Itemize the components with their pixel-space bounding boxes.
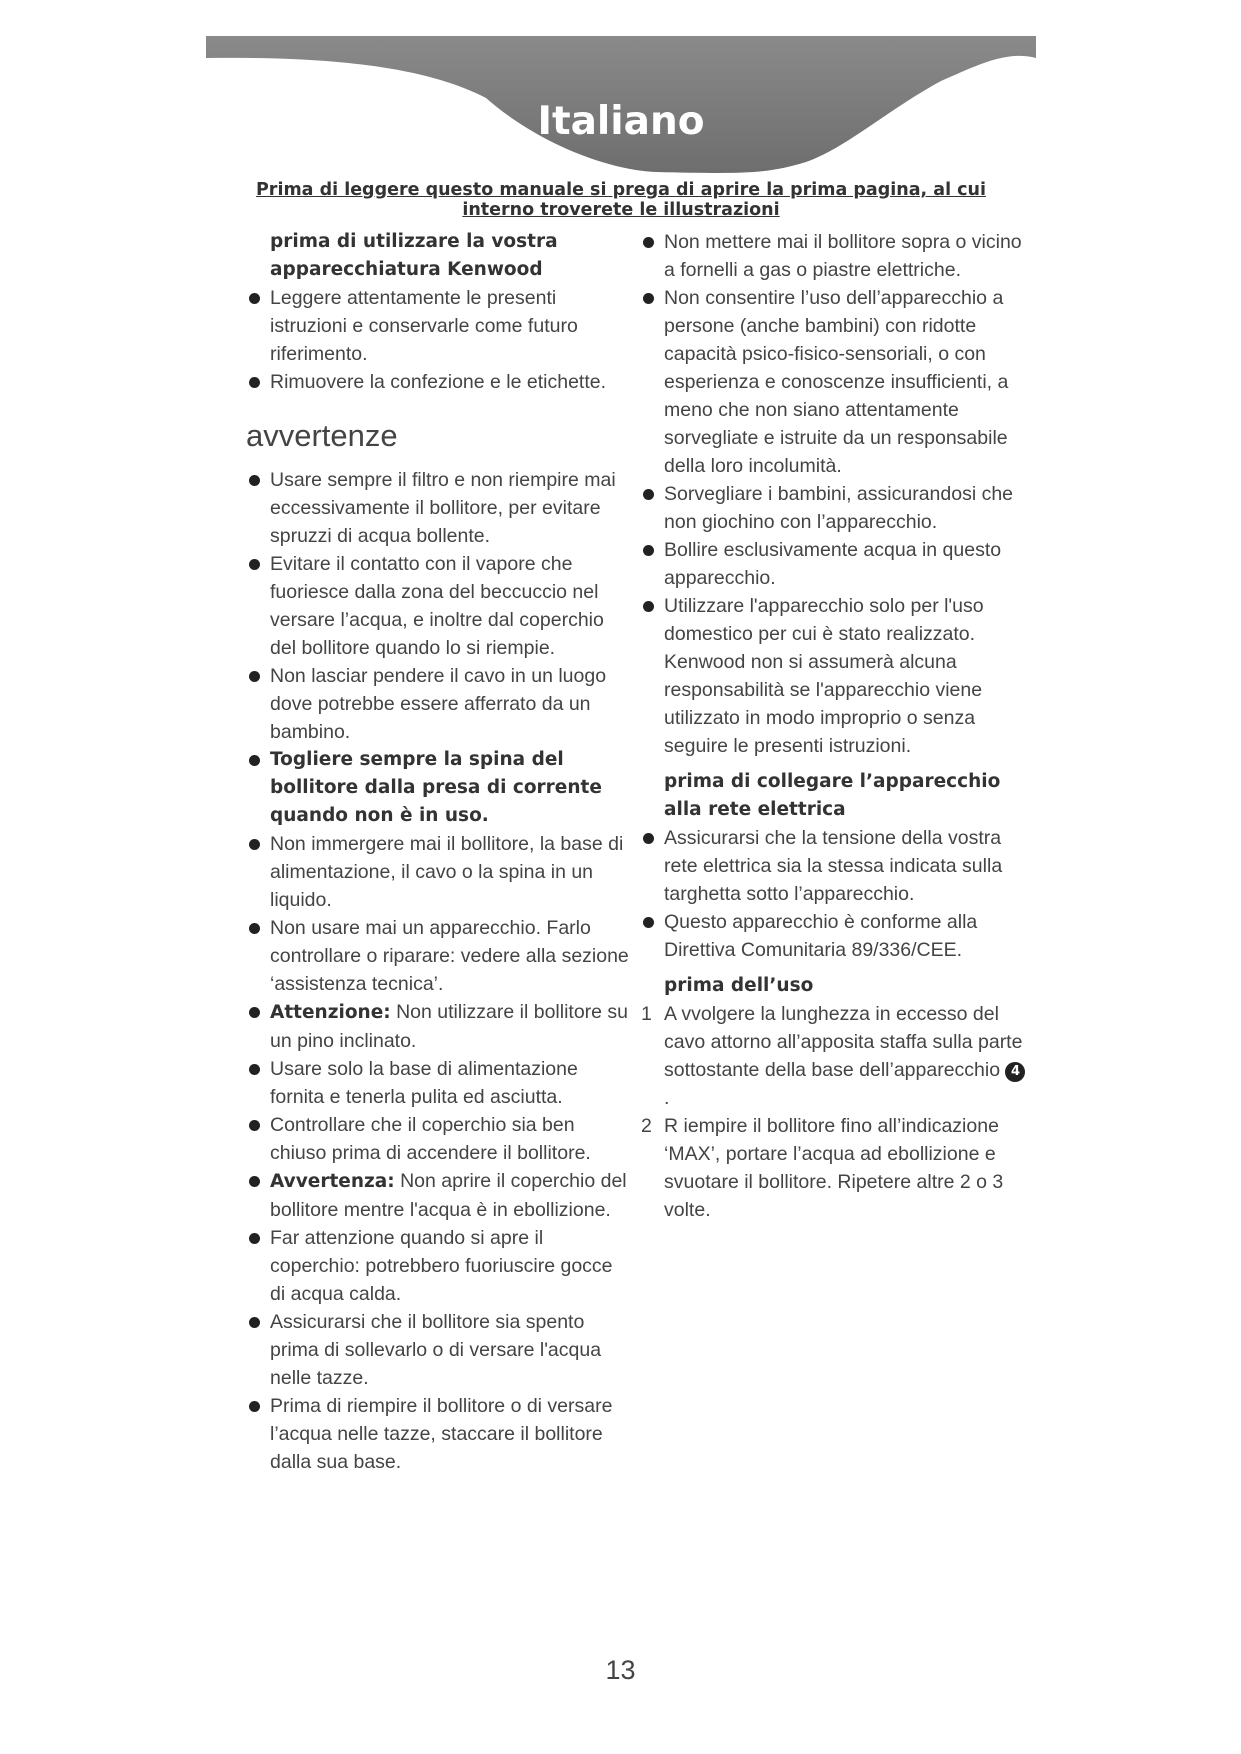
heading-before-use: prima di utilizzare la vostra apparecchiatura Kenwood <box>270 231 558 280</box>
warning-item: Non mettere mai il bollitore sopra o vicino a fornelli a gas o piastre elettriche. <box>640 228 1030 284</box>
step-item <box>640 1000 1030 1112</box>
warning-item: Far attenzione quando si apre il coperchio: potrebbero fuoriuscire gocce di acqua calda. <box>246 1224 631 1308</box>
list-item: Rimuovere la confezione e le etichette. <box>246 368 631 396</box>
warning-item: Non lasciar pendere il cavo in un luogo dove potrebbe essere afferrato da un bambino. <box>246 662 631 746</box>
caution-label: Avvertenza: <box>270 1171 395 1192</box>
step-item <box>640 1112 1030 1224</box>
warning-item-bold: Togliere sempre la spina del bollitore dalla presa di corrente quando non è in uso. <box>246 746 631 830</box>
warning-item: Utilizzare l'apparecchio solo per l'uso domestico per cui è stato realizzato. Kenwood non si assumerà alcuna responsabilità se l'apparecchio viene utilizzato in modo improprio o senza seguire le presenti istruzioni. <box>640 592 1030 760</box>
figure-ref-icon: 4 <box>1005 1062 1025 1082</box>
caution-text: Non aprire il coperchio del bollitore mentre l'acqua è in ebollizione. <box>270 1170 627 1221</box>
warning-item: Non consentire l’uso dell’apparecchio a persone (anche bambini) con ridotte capacità psico-fisico-sensoriali, o con esperienza e conoscenze insufficienti, a meno che non siano attentamente sorvegliate e istruite da un responsabile della loro incolumità. <box>640 284 1030 480</box>
warnings-title: avvertenze <box>246 418 398 453</box>
warning-item: Sorvegliare i bambini, assicurandosi che non giochino con l’apparecchio. <box>640 480 1030 536</box>
step-text: R iempire il bollitore fino all’indicazione ‘MAX’, portare l’acqua ad ebollizione e svuotare il bollitore. Ripetere altre 2 o 3 volte. <box>664 1115 1004 1221</box>
right-column <box>640 228 1030 1224</box>
page-number: 13 <box>605 1655 636 1685</box>
heading-first-use: prima dell’uso <box>664 975 814 996</box>
warning-item <box>246 998 631 1055</box>
warning-item: Usare sempre il filtro e non riempire mai eccessivamente il bollitore, per evitare spruzzi di acqua bollente. <box>246 466 631 550</box>
step-text-end: . <box>664 1087 670 1109</box>
heading-before-connecting: prima di collegare l’apparecchio alla rete elettrica <box>664 771 1001 820</box>
warning-item: Assicurarsi che il bollitore sia spento prima di sollevarlo o di versare l'acqua nelle tazze. <box>246 1308 631 1392</box>
language-header <box>206 36 1036 176</box>
warning-item: Non usare mai un apparecchio. Farlo controllare o riparare: vedere alla sezione ‘assistenza tecnica’. <box>246 914 631 998</box>
left-column <box>246 228 631 1476</box>
warning-item: Usare solo la base di alimentazione fornita e tenerla pulita ed asciutta. <box>246 1055 631 1111</box>
list-item: Leggere attentamente le presenti istruzioni e conservarle come futuro riferimento. <box>246 284 631 368</box>
warning-item <box>246 1167 631 1224</box>
step-number: 2 <box>641 1115 652 1137</box>
intro-note: Prima di leggere questo manuale si prega di aprire la prima pagina, al cui interno troverete le illustrazioni <box>255 180 986 220</box>
warning-item: Evitare il contatto con il vapore che fuoriesce dalla zona del beccuccio nel versare l’acqua, e inoltre dal coperchio del bollitore quando lo si riempie. <box>246 550 631 662</box>
warning-item: Prima di riempire il bollitore o di versare l’acqua nelle tazze, staccare il bollitore dalla sua base. <box>246 1392 631 1476</box>
warning-item: Non immergere mai il bollitore, la base di alimentazione, il cavo o la spina in un liquido. <box>246 830 631 914</box>
warning-item: Controllare che il coperchio sia ben chiuso prima di accendere il bollitore. <box>246 1111 631 1167</box>
list-item: Assicurarsi che la tensione della vostra rete elettrica sia la stessa indicata sulla targhetta sotto l’apparecchio. <box>640 824 1030 908</box>
list-item: Questo apparecchio è conforme alla Direttiva Comunitaria 89/336/CEE. <box>640 908 1030 964</box>
header-title: Italiano <box>537 99 705 144</box>
step-text: A vvolgere la lunghezza in eccesso del cavo attorno all’apposita staffa sulla parte sottostante della base dell’apparecchio <box>664 1003 1023 1081</box>
warning-item: Bollire esclusivamente acqua in questo apparecchio. <box>640 536 1030 592</box>
attention-text: Non utilizzare il bollitore su un pino inclinato. <box>270 1001 629 1052</box>
step-number: 1 <box>641 1003 652 1025</box>
attention-label: Attenzione: <box>270 1002 391 1023</box>
